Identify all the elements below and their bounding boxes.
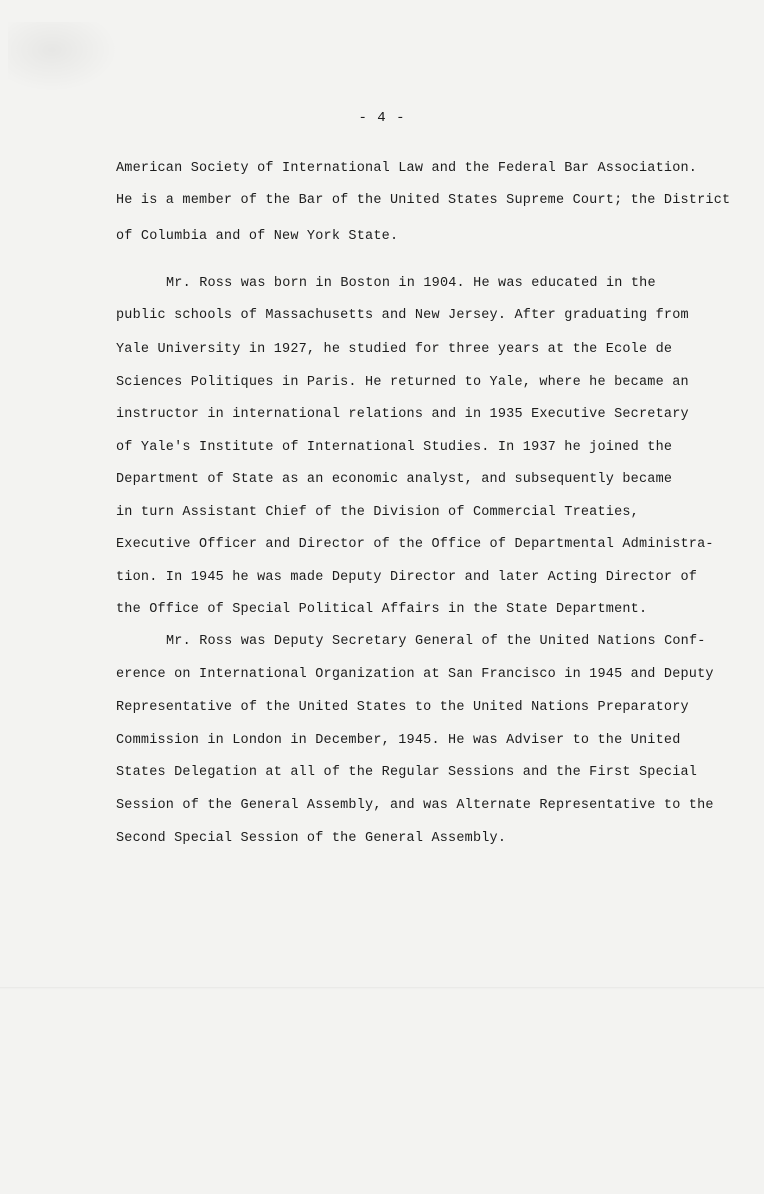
paragraph-start-line: Mr. Ross was born in Boston in 1904. He was educated in the [166, 276, 656, 291]
text-line: tion. In 1945 he was made Deputy Director and later Acting Director of [116, 570, 698, 585]
text-line: States Delegation at all of the Regular Sessions and the First Special [116, 765, 698, 780]
text-line: American Society of International Law and the Federal Bar Association. [116, 161, 698, 176]
page-fold-line [0, 987, 764, 989]
text-line: erence on International Organization at San Francisco in 1945 and Deputy [116, 667, 714, 682]
text-line: Executive Officer and Director of the Office of Departmental Administra- [116, 537, 714, 552]
text-line: Second Special Session of the General Assembly. [116, 831, 507, 846]
text-line: Representative of the United States to the United Nations Preparatory [116, 700, 689, 715]
text-line: Session of the General Assembly, and was Alternate Representative to the [116, 798, 714, 813]
text-line: public schools of Massachusetts and New Jersey. After graduating from [116, 308, 689, 323]
text-line: instructor in international relations and in 1935 Executive Secretary [116, 407, 689, 422]
embossed-seal-mark [8, 22, 118, 92]
text-line: of Yale's Institute of International Studies. In 1937 he joined the [116, 440, 673, 455]
paragraph-start-line: Mr. Ross was Deputy Secretary General of the United Nations Conf- [166, 634, 706, 649]
text-line: Department of State as an economic analyst, and subsequently became [116, 472, 673, 487]
text-line: of Columbia and of New York State. [116, 229, 399, 244]
text-line: Sciences Politiques in Paris. He returned to Yale, where he became an [116, 375, 689, 390]
text-line: Commission in London in December, 1945. He was Adviser to the United [116, 733, 681, 748]
text-line: Yale University in 1927, he studied for three years at the Ecole de [116, 342, 673, 357]
text-line: the Office of Special Political Affairs in the State Department. [116, 602, 648, 617]
page-number: - 4 - [358, 110, 406, 126]
text-line: in turn Assistant Chief of the Division of Commercial Treaties, [116, 505, 639, 520]
text-line: He is a member of the Bar of the United States Supreme Court; the District [116, 193, 731, 208]
